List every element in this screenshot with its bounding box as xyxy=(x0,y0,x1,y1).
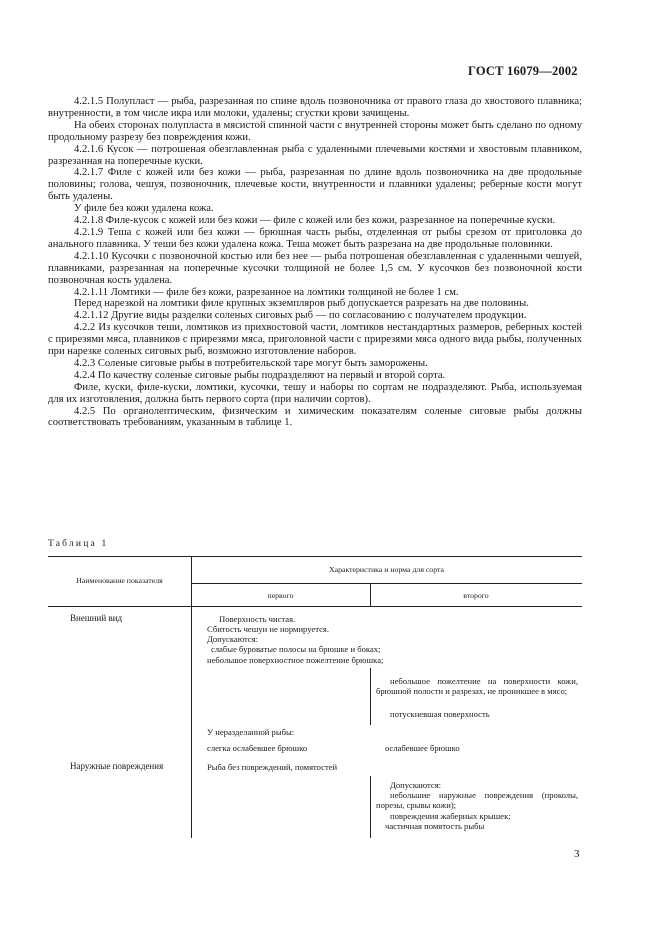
paragraph: 4.2.1.6 Кусок — потрошеная обезглавленная рыба с удаленными плечевыми костями и хвостовым плавником, разрезанная на поперечные куски. xyxy=(48,143,582,167)
table-column-rule-2b xyxy=(370,668,371,725)
paragraph: 4.2.1.5 Полупласт — рыба, разрезанная по спине вдоль позвоночника от правого глаза до хвостового плавника; внутренности, в том числе икра или молоки, удалены; сгустки крови зачищены. xyxy=(48,96,582,119)
damage-second-line: частичная помятость рыбы xyxy=(385,821,485,831)
standard-header: ГОСТ 16079—2002 xyxy=(468,64,578,78)
header-characteristic-group: Характеристика и норма для сорта xyxy=(329,565,444,574)
paragraph: 4.2.5 По органолептическим, физическим и химическим показателям соленые сиговые рыбы должны соответствовать требованиям, указанным в таблице 1. xyxy=(48,405,582,429)
paragraph: 4.2.1.12 Другие виды разделки соленых сиговых рыб — по согласованию с получателем продукции. xyxy=(74,310,527,322)
paragraph: 4.2.3 Соленые сиговые рыбы в потребительской таре могут быть заморожены. xyxy=(74,357,428,369)
damage-second-line: Допускаются: xyxy=(390,780,442,790)
paragraph: Перед нарезкой на ломтики филе крупных экземпляров рыб допускается разрезать на две половины. xyxy=(74,298,529,310)
row-label-appearance: Внешний вид xyxy=(70,613,123,623)
table-header-divider xyxy=(191,583,582,584)
appearance-common-line: слабые буроватые полосы на брюшке и боках; xyxy=(211,644,381,654)
appearance-common-line: небольшое поверхностное пожелтение брюшка; xyxy=(207,655,384,665)
paragraph: 4.2.1.11 Ломтики — филе без кожи, разрезанное на ломтики толщиной не более 1 см. xyxy=(74,286,459,298)
appearance-common-line: Допускаются: xyxy=(207,634,259,644)
appearance-undivided-label: У неразделанной рыбы: xyxy=(207,727,295,737)
damage-first: Рыба без повреждений, помятостей xyxy=(207,762,338,772)
appearance-common-line: Сбитость чешуи не нормируется. xyxy=(207,624,330,634)
paragraph: На обеих сторонах полупласта в мясистой спинной части с внутренней стороны может быть сделано по одному продольному разрезу без повреждения кожи. xyxy=(48,119,582,143)
paragraph: 4.2.1.10 Кусочки с позвоночной костью или без нее — рыба потрошеная обезглавленная с удаленными чешуей, плавниками, разрезанная на поперечные кусочки толщиной не более 1,5 см. У кусочков без позвоночной кости позвоночная кость удалена. xyxy=(48,250,582,286)
table-header-bottom xyxy=(48,606,582,607)
row-label-damage: Наружные повреждения xyxy=(70,761,164,771)
paragraph: 4.2.1.9 Теша с кожей или без кожи — брюшная часть рыбы, отделенная от рыбы срезом от приголовка до анального плавника. У теши без кожи удалена кожа. Теша может быть разрезана на две продольные половинки. xyxy=(48,226,582,250)
table-label: Таблица 1 xyxy=(48,539,109,549)
body-text xyxy=(48,96,582,429)
page-number: 3 xyxy=(574,848,580,860)
header-first-grade: первого xyxy=(267,591,294,600)
damage-second-line: повреждения жаберных крышек; xyxy=(390,811,511,821)
paragraph: 4.2.1.7 Филе с кожей или без кожи — рыба, разрезанная по длине вдоль позвоночника на две продольные половины; голова, чешуя, позвоночник, плечевые кости, внутренности и плавники удалены; реберные кости могут быть удалены. xyxy=(48,167,582,203)
damage-second-line: небольшие наружные повреждения (проколы, порезы, срывы кожи); xyxy=(376,790,578,811)
paragraph: Филе, куски, филе-куски, ломтики, кусочки, тешу и наборы по сортам не подразделяют. Рыба, используемая для их изготовления, должна быть первого сорта (при наличии сортов). xyxy=(48,381,582,405)
appearance-first-belly: слегка ослабевшее брюшко xyxy=(207,743,308,753)
appearance-second-yellowing: небольшое пожелтение на поверхности кожи, брюшной полости и разрезах, не проникшее в мясо; xyxy=(376,676,578,697)
table-border-top xyxy=(48,556,582,557)
paragraph: 4.2.2 Из кусочков теши, ломтиков из прихвостовой части, ломтиков нестандартных размеров, реберных костей с прирезями мяса, плавников с прирезями мяса, приголовной части с прирезями мяса одного вида рыбы, полученных при нарезке соленых сиговых рыб, возможно изготовление наборов. xyxy=(48,322,582,358)
header-indicator-name: Наименование показателя xyxy=(76,576,163,585)
paragraph: У филе без кожи удалена кожа. xyxy=(74,203,214,215)
quality-table xyxy=(48,556,582,838)
appearance-common-line: Поверхность чистая. xyxy=(219,614,296,624)
paragraph: 4.2.1.8 Филе-кусок с кожей или без кожи — филе с кожей или без кожи, разрезанное на поперечные куски. xyxy=(74,215,556,227)
appearance-second-dull-surface: потускневшая поверхность xyxy=(390,709,490,719)
header-second-grade: второго xyxy=(463,591,489,600)
table-column-rule-2c xyxy=(370,776,371,838)
appearance-second-belly: ослабевшее брюшко xyxy=(385,743,460,753)
paragraph: 4.2.4 По качеству соленые сиговые рыбы подразделяют на первый и второй сорта. xyxy=(74,369,446,381)
